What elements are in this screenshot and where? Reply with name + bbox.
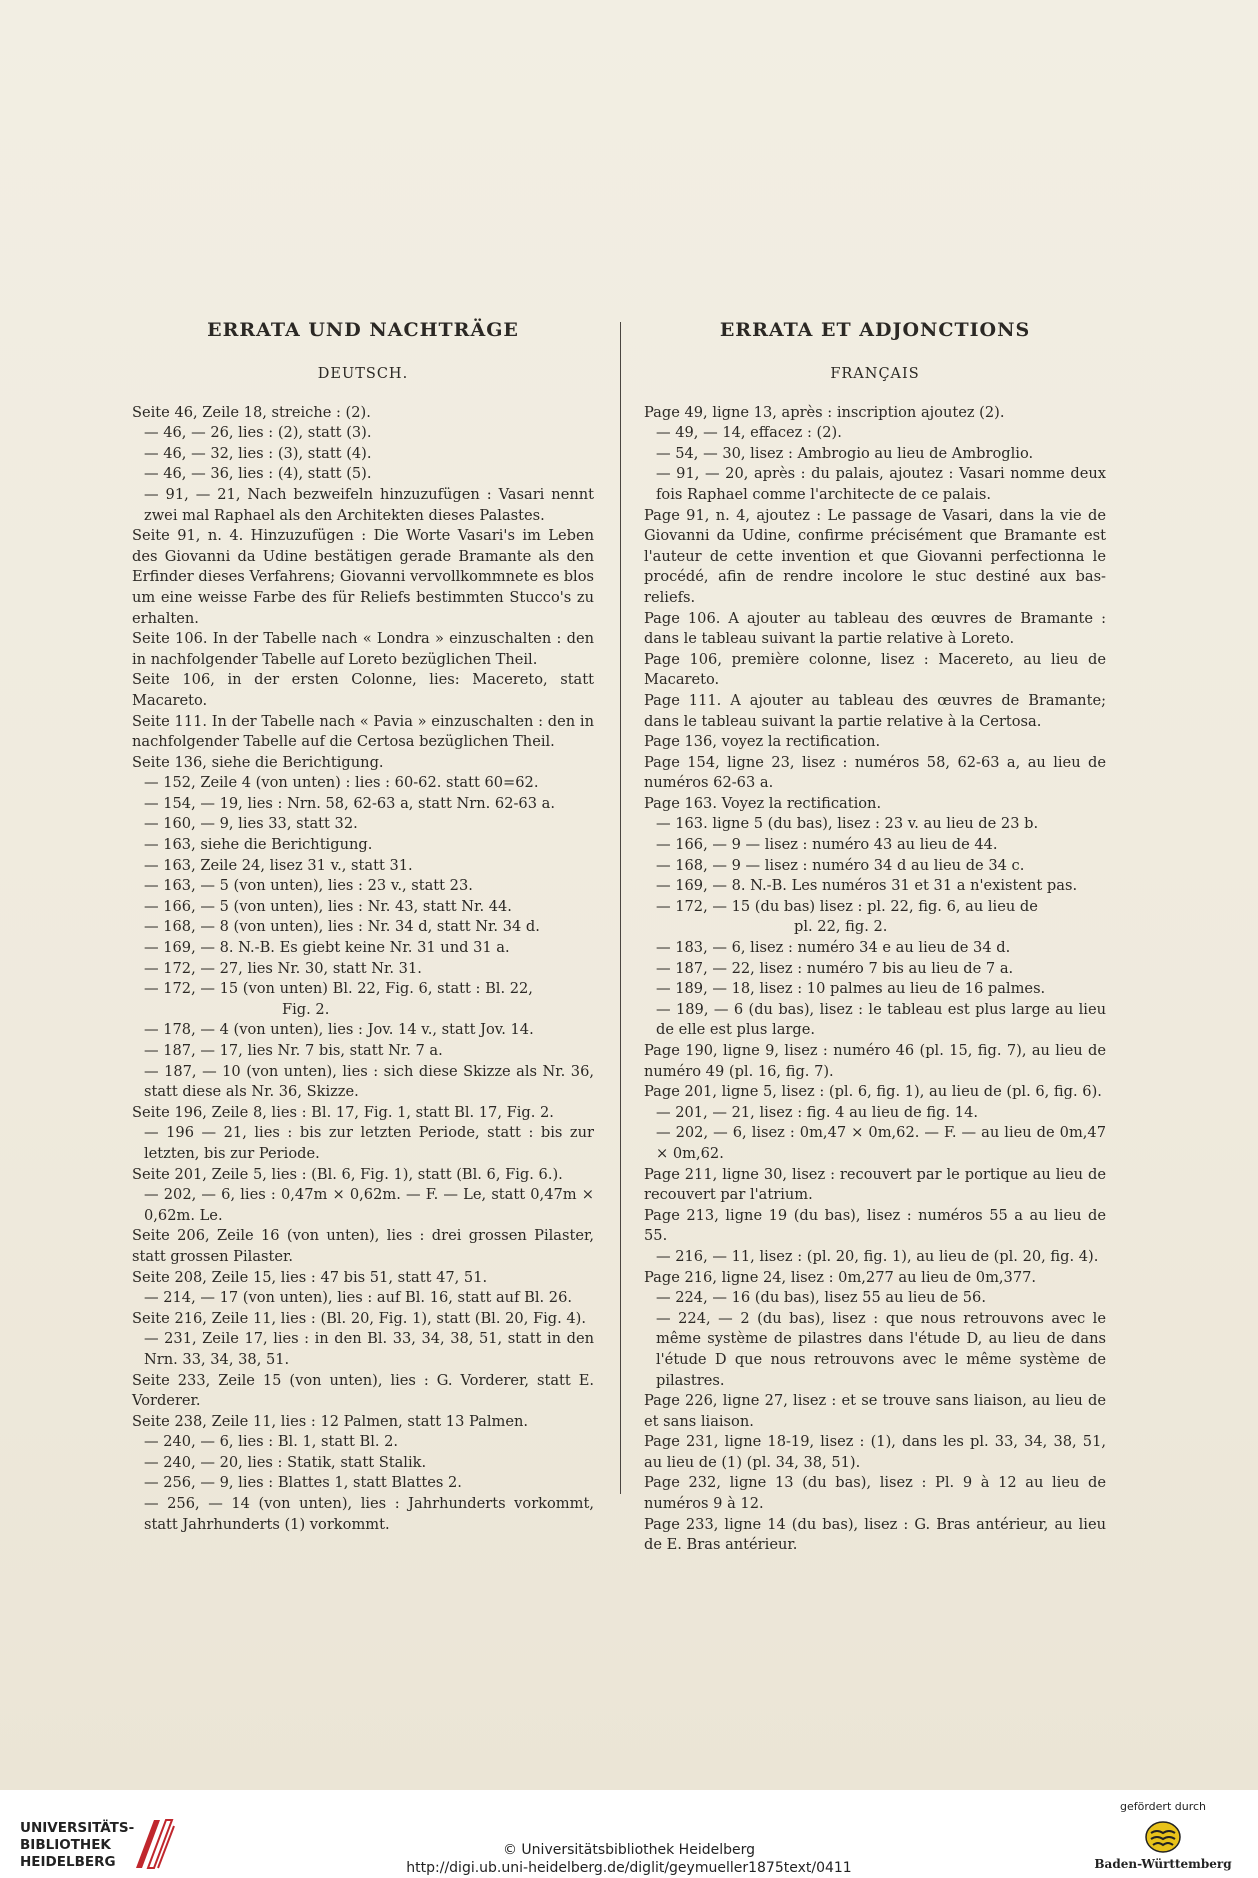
errata-entry: — 224, — 2 (du bas), lisez : que nous retrouvons avec le même système de pilastres dans l'étude D, au lieu de dans l'étude D que nous retrouvons avec le même système de pilastres. [656, 1309, 1106, 1389]
errata-entry: — 160, — 9, lies 33, statt 32. [144, 815, 358, 833]
state-crest-icon [1143, 1819, 1183, 1855]
errata-entry: Seite 136, siehe die Berichtigung. [132, 753, 384, 771]
sponsor-block [1088, 1800, 1238, 1871]
errata-entry: — 169, — 8. N.-B. Les numéros 31 et 31 a n'existent pas. [656, 877, 1078, 895]
french-subtitle: FRANÇAIS [830, 366, 920, 382]
errata-entry: Page 231, ligne 18-19, lisez : (1), dans les pl. 33, 34, 38, 51, au lieu de (1) (pl. 34, 38, 51). [644, 1433, 1106, 1471]
errata-entry: — 46, — 26, lies : (2), statt (3). [144, 424, 372, 442]
german-errata-column [132, 318, 594, 1535]
errata-entry: — 172, — 15 (du bas) lisez : pl. 22, fig. 6, au lieu de [656, 897, 1038, 915]
errata-entry: — 216, — 11, lisez : (pl. 20, fig. 1), au lieu de (pl. 20, fig. 4). [656, 1247, 1099, 1265]
errata-entry: — 201, — 21, lisez : fig. 4 au lieu de fig. 14. [656, 1103, 978, 1121]
errata-entry: — 187, — 22, lisez : numéro 7 bis au lieu de 7 a. [656, 959, 1014, 977]
errata-entry: — 166, — 5 (von unten), lies : Nr. 43, statt Nr. 44. [144, 897, 512, 915]
french-entries [644, 403, 1106, 1556]
errata-entry: — 163, Zeile 24, lisez 31 v., statt 31. [144, 856, 413, 874]
errata-entry: — 256, — 9, lies : Blattes 1, statt Blattes 2. [144, 1474, 462, 1492]
errata-entry: — 152, Zeile 4 (von unten) : lies : 60-62. statt 60=62. [144, 774, 539, 792]
errata-entry: Page 163. Voyez la rectification. [644, 794, 882, 812]
errata-entry: — 172, — 27, lies Nr. 30, statt Nr. 31. [144, 959, 422, 977]
errata-entry: Page 216, ligne 24, lisez : 0m,277 au lieu de 0m,377. [644, 1268, 1037, 1286]
errata-entry: — 163. ligne 5 (du bas), lisez : 23 v. au lieu de 23 b. [656, 815, 1039, 833]
library-name-line1: UNIVERSITÄTS- [20, 1820, 135, 1836]
errata-entry: — 54, — 30, lisez : Ambrogio au lieu de Ambroglio. [656, 444, 1034, 462]
errata-entry: Seite 196, Zeile 8, lies : Bl. 17, Fig. 1, statt Bl. 17, Fig. 2. [132, 1103, 554, 1121]
errata-entry: Seite 111. In der Tabelle nach « Pavia » einzuschalten : den in nachfolgender Tabelle auf die Certosa bezüglichen Theil. [132, 712, 594, 751]
errata-entry: — 189, — 18, lisez : 10 palmes au lieu de 16 palmes. [656, 980, 1046, 998]
errata-entry: Page 211, ligne 30, lisez : recouvert par le portique au lieu de recouvert par l'atrium. [644, 1165, 1106, 1204]
errata-entry: Seite 206, Zeile 16 (von unten), lies : drei grossen Pilaster, statt grossen Pilaster. [132, 1227, 594, 1265]
errata-entry: — 168, — 9 — lisez : numéro 34 d au lieu de 34 c. [656, 856, 1025, 874]
errata-entry: — 46, — 36, lies : (4), statt (5). [144, 465, 372, 483]
errata-entry: — 183, — 6, lisez : numéro 34 e au lieu de 34 d. [656, 939, 1011, 957]
errata-entry: — 187, — 17, lies Nr. 7 bis, statt Nr. 7 a. [144, 1042, 443, 1059]
errata-entry: — 240, — 6, lies : Bl. 1, statt Bl. 2. [144, 1433, 399, 1451]
errata-entry: — 202, — 6, lisez : 0m,47 × 0m,62. — F. — au lieu de 0m,47 × 0m,62. [656, 1124, 1106, 1162]
errata-entry: — 163, — 5 (von unten), lies : 23 v., statt 23. [144, 877, 473, 895]
errata-entry: pl. 22, fig. 2. [794, 918, 888, 936]
errata-entry: — 256, — 14 (von unten), lies : Jahrhunderts vorkommt, statt Jahrhunderts (1) vorkommt. [144, 1495, 594, 1533]
french-errata-column [644, 318, 1106, 1556]
errata-entry: — 187, — 10 (von unten), lies : sich diese Skizze als Nr. 36, statt diese als Nr. 36, Skizze. [144, 1062, 594, 1101]
sponsor-label: gefördert durch [1119, 1800, 1207, 1813]
errata-entry: — 196 — 21, lies : bis zur letzten Periode, statt : bis zur letzten, bis zur Periode. [144, 1124, 594, 1162]
errata-entry: Page 106, première colonne, lisez : Macereto, au lieu de Macareto. [644, 650, 1106, 689]
errata-entry: Page 91, n. 4, ajoutez : Le passage de Vasari, dans la vie de Giovanni da Udine, confirme précisément que Bramante est l'auteur de cette invention et que Giovanni perfectionna le procédé, afin de rendre incolore le stuc destiné aux bas-reliefs. [644, 506, 1106, 606]
errata-entry: — 189, — 6 (du bas), lisez : le tableau est plus large au lieu de elle est plus large. [656, 1000, 1106, 1039]
errata-entry: — 178, — 4 (von unten), lies : Jov. 14 v., statt Jov. 14. [144, 1021, 534, 1039]
errata-entry: — 240, — 20, lies : Statik, statt Stalik. [144, 1453, 427, 1471]
errata-entry: — 172, — 15 (von unten) Bl. 22, Fig. 6, statt : Bl. 22, [144, 980, 533, 998]
sponsor-name: Baden-Württemberg [1094, 1857, 1232, 1871]
errata-entry: — 91, — 21, Nach bezweifeln hinzuzufügen : Vasari nennt zwei mal Raphael als den Architekten dieses Palastes. [144, 485, 594, 524]
errata-entry: Page 49, ligne 13, après : inscription ajoutez (2). [644, 403, 1005, 421]
column-divider [620, 322, 621, 1494]
errata-entry: Seite 238, Zeile 11, lies : 12 Palmen, statt 13 Palmen. [132, 1412, 529, 1430]
errata-entry: — 169, — 8. N.-B. Es giebt keine Nr. 31 und 31 a. [144, 939, 510, 957]
errata-entry: — 46, — 32, lies : (3), statt (4). [144, 444, 372, 462]
library-name-line3: HEIDELBERG [20, 1854, 116, 1870]
errata-entry: Seite 208, Zeile 15, lies : 47 bis 51, statt 47, 51. [132, 1268, 488, 1286]
errata-entry: — 214, — 17 (von unten), lies : auf Bl. 16, statt auf Bl. 26. [144, 1289, 572, 1307]
errata-entry: — 168, — 8 (von unten), lies : Nr. 34 d, statt Nr. 34 d. [144, 918, 540, 936]
errata-entry: Seite 216, Zeile 11, lies : (Bl. 20, Fig. 1), statt (Bl. 20, Fig. 4). [132, 1309, 587, 1327]
errata-entry: Page 136, voyez la rectification. [644, 733, 881, 751]
german-entries [132, 403, 594, 1536]
errata-entry: Seite 233, Zeile 15 (von unten), lies : G. Vorderer, statt E. Vorderer. [132, 1371, 594, 1410]
errata-entry: — 154, — 19, lies : Nrn. 58, 62-63 a, statt Nrn. 62-63 a. [144, 794, 555, 812]
errata-entry: — 91, — 20, après : du palais, ajoutez : Vasari nomme deux fois Raphael comme l'architecte de ce palais. [656, 465, 1106, 503]
errata-entry: Page 111. A ajouter au tableau des œuvres de Bramante; dans le tableau suivant la partie relative à la Certosa. [644, 691, 1106, 730]
errata-entry: — 166, — 9 — lisez : numéro 43 au lieu de 44. [656, 836, 998, 854]
errata-entry: Fig. 2. [282, 1000, 330, 1018]
library-name-line2: BIBLIOTHEK [20, 1837, 111, 1853]
errata-entry: — 49, — 14, effacez : (2). [656, 424, 842, 442]
errata-entry: — 163, siehe die Berichtigung. [144, 836, 373, 854]
errata-entry: Page 233, ligne 14 (du bas), lisez : G. Bras antérieur, au lieu de E. Bras antérieur. [644, 1515, 1106, 1554]
errata-entry: Page 213, ligne 19 (du bas), lisez : numéros 55 a au lieu de 55. [644, 1206, 1106, 1245]
french-title: ERRATA ET ADJONCTIONS [719, 319, 1031, 341]
errata-entry: Seite 106. In der Tabelle nach « Londra » einzuschalten : den in nachfolgender Tabelle auf Loreto bezüglichen Theil. [132, 630, 594, 668]
errata-entry: Page 226, ligne 27, lisez : et se trouve sans liaison, au lieu de et sans liaison. [644, 1392, 1106, 1430]
viewer-footer [0, 1790, 1258, 1878]
german-subtitle: DEUTSCH. [317, 366, 409, 382]
errata-entry: Page 201, ligne 5, lisez : (pl. 6, fig. 1), au lieu de (pl. 6, fig. 6). [644, 1083, 1102, 1101]
errata-entry: Page 232, ligne 13 (du bas), lisez : Pl. 9 à 12 au lieu de numéros 9 à 12. [644, 1474, 1106, 1513]
errata-entry: — 224, — 16 (du bas), lisez 55 au lieu de 56. [656, 1289, 986, 1307]
errata-entry: Page 190, ligne 9, lisez : numéro 46 (pl. 15, fig. 7), au lieu de numéro 49 (pl. 16, fig. 7). [644, 1042, 1106, 1080]
errata-entry: Seite 106, in der ersten Colonne, lies: Macereto, statt Macareto. [132, 671, 594, 709]
errata-entry: Page 154, ligne 23, lisez : numéros 58, 62-63 a, au lieu de numéros 62-63 a. [644, 753, 1106, 792]
permalink[interactable]: http://digi.ub.uni-heidelberg.de/diglit/geymueller1875text/0411 [406, 1860, 852, 1876]
copyright-notice: © Universitätsbibliothek Heidelberg [502, 1842, 755, 1858]
errata-entry: Seite 91, n. 4. Hinzuzufügen : Die Worte Vasari's im Leben des Giovanni da Udine bestätigen gerade Bramante als den Erfinder dieses Verfahrens; Giovanni vervollkommnete es blos um eine weisse Farbe des für Reliefs bestimmten Stucco's zu erhalten. [132, 527, 594, 627]
german-title: ERRATA UND NACHTRÄGE [207, 319, 519, 341]
errata-entry: — 202, — 6, lies : 0,47m × 0,62m. — F. — Le, statt 0,47m × 0,62m. Le. [144, 1186, 594, 1224]
errata-entry: — 231, Zeile 17, lies : in den Bl. 33, 34, 38, 51, statt in den Nrn. 33, 34, 38, 51. [144, 1330, 594, 1368]
errata-entry: Seite 46, Zeile 18, streiche : (2). [132, 403, 371, 421]
errata-entry: Page 106. A ajouter au tableau des œuvres de Bramante : dans le tableau suivant la partie relative à Loreto. [644, 609, 1106, 648]
errata-entry: Seite 201, Zeile 5, lies : (Bl. 6, Fig. 1), statt (Bl. 6, Fig. 6.). [132, 1165, 563, 1183]
